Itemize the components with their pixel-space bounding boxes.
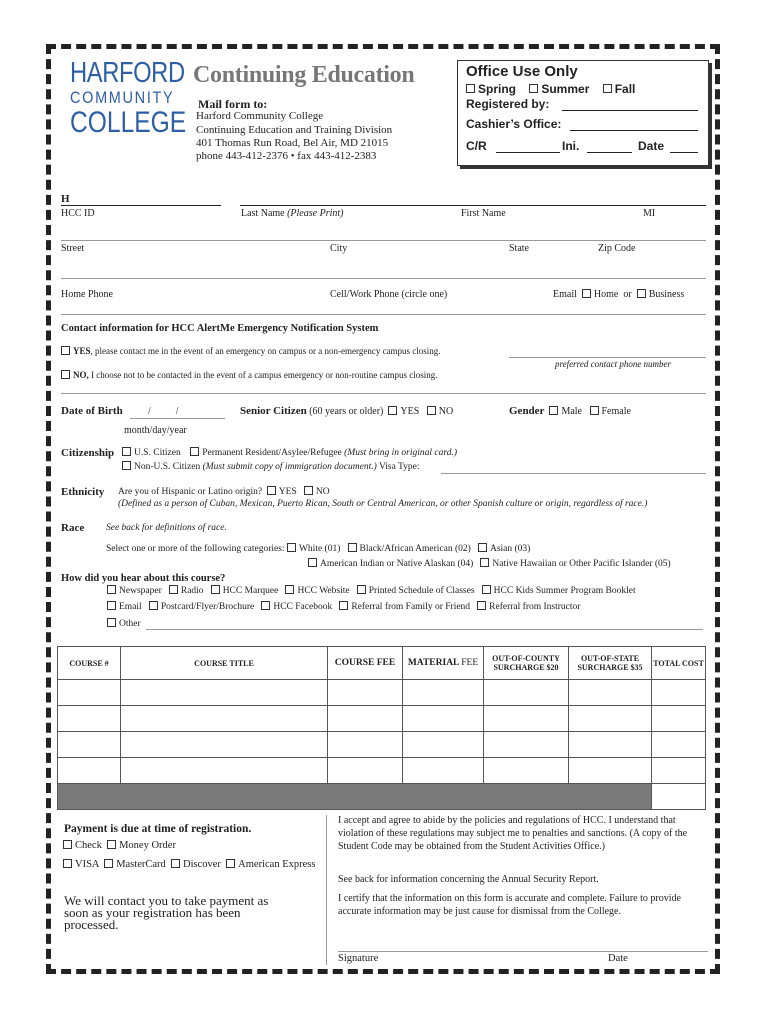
- alert-no-label: NO,: [73, 370, 89, 380]
- asian-label: Asian (03): [489, 544, 531, 554]
- cr-field[interactable]: [496, 152, 560, 153]
- signature-date-label: Date: [608, 953, 628, 964]
- alert-yes-row: [61, 346, 441, 356]
- senior-yes-label: YES: [400, 406, 420, 417]
- male-checkbox[interactable]: [549, 406, 558, 415]
- name-field[interactable]: [240, 205, 706, 206]
- address-line2: Continuing Education and Training Division: [196, 124, 393, 136]
- money-order-checkbox[interactable]: [107, 840, 116, 849]
- hear-other-row: [107, 619, 141, 629]
- senior-no-checkbox[interactable]: [427, 406, 436, 415]
- hispanic-no-label: NO: [315, 487, 330, 497]
- non-us-label: Non-U.S. Citizen: [134, 462, 201, 472]
- state-label: State: [509, 243, 529, 254]
- kids-booklet-checkbox[interactable]: [482, 585, 491, 594]
- visa-checkbox[interactable]: [63, 859, 72, 868]
- alert-heading: Contact information for HCC AlertMe Emergency Notification System: [61, 323, 379, 334]
- ini-label: Ini.: [562, 139, 580, 153]
- referral-instructor-label: Referral from Instructor: [489, 602, 581, 612]
- mail-to-label: Mail form to:: [198, 97, 268, 111]
- dob-slashes: / /: [148, 406, 179, 417]
- oos-line2: SURCHARGE $35: [577, 663, 643, 672]
- newspaper-checkbox[interactable]: [107, 585, 116, 594]
- visa-type-label: Visa Type:: [378, 462, 420, 472]
- hear-email-label: Email: [119, 602, 142, 612]
- preferred-phone-field[interactable]: [509, 357, 706, 358]
- hear-row2: [107, 602, 580, 612]
- visa-label: VISA: [75, 859, 99, 870]
- email-home-checkbox[interactable]: [582, 289, 591, 298]
- website-label: HCC Website: [297, 586, 350, 596]
- email-business-checkbox[interactable]: [637, 289, 646, 298]
- hcc-id-field[interactable]: [61, 205, 221, 206]
- black-label: Black/African American (02): [359, 544, 471, 554]
- radio-label: Radio: [180, 586, 204, 596]
- col-out-of-state: [569, 647, 652, 680]
- us-citizen-label: U.S. Citizen: [134, 448, 181, 458]
- postcard-checkbox[interactable]: [149, 601, 158, 610]
- email-row: [553, 289, 684, 300]
- check-label: Check: [75, 840, 102, 851]
- college-logo: [70, 57, 187, 139]
- signature-label: Signature: [338, 953, 379, 964]
- hear-email-checkbox[interactable]: [107, 601, 116, 610]
- last-name-text: Last Name: [241, 208, 285, 219]
- race-row2: [308, 559, 671, 569]
- black-checkbox[interactable]: [348, 543, 357, 552]
- citizenship-label: Citizenship: [61, 447, 115, 459]
- non-us-checkbox[interactable]: [122, 461, 131, 470]
- fall-checkbox[interactable]: [603, 84, 612, 93]
- perm-resident-checkbox[interactable]: [190, 447, 199, 456]
- gender-row: [509, 405, 631, 417]
- us-citizen-checkbox[interactable]: [122, 447, 131, 456]
- cashier-field[interactable]: [570, 130, 698, 131]
- table-total-row: [58, 784, 706, 810]
- hispanic-yes-label: YES: [278, 487, 297, 497]
- alert-yes-checkbox[interactable]: [61, 346, 70, 355]
- registered-by-field[interactable]: [562, 110, 698, 111]
- summer-checkbox[interactable]: [529, 84, 538, 93]
- schedule-checkbox[interactable]: [357, 585, 366, 594]
- marquee-label: HCC Marquee: [222, 586, 279, 596]
- pacific-checkbox[interactable]: [480, 558, 489, 567]
- other-label: Other: [119, 619, 141, 629]
- alert-no-row: [61, 370, 437, 380]
- street-label: Street: [61, 243, 85, 254]
- senior-yes-checkbox[interactable]: [388, 406, 397, 415]
- white-label: White (01): [298, 544, 341, 554]
- payment-contact-note: We will contact you to take payment as soon as your registration has been processed.: [64, 893, 269, 932]
- summer-label: Summer: [541, 82, 590, 96]
- mastercard-checkbox[interactable]: [104, 859, 113, 868]
- native-label: American Indian or Native Alaskan (04): [320, 559, 474, 569]
- perm-resident-note: (Must bring in original card.): [344, 448, 458, 458]
- please-print-note: (Please Print): [287, 208, 344, 219]
- email-label: Email: [553, 289, 577, 300]
- referral-family-label: Referral from Family or Friend: [351, 602, 471, 612]
- table-row: [58, 758, 706, 784]
- race-select-text: Select one or more of the following categories:: [106, 544, 285, 554]
- hear-heading: How did you hear about this course?: [61, 573, 226, 584]
- male-label: Male: [561, 406, 582, 417]
- other-field[interactable]: [146, 629, 703, 630]
- race-note: See back for definitions of race.: [106, 523, 227, 533]
- payment-heading: Payment is due at time of registration.: [64, 823, 252, 835]
- cashier-label: Cashier’s Office:: [466, 117, 562, 131]
- hear-row1: [107, 586, 636, 596]
- material-text: MATERIAL: [407, 658, 459, 668]
- spring-label: Spring: [478, 82, 516, 96]
- col-out-of-county: [484, 647, 569, 680]
- policy-text-2: See back for information concerning the Annual Security Report.: [338, 874, 599, 885]
- grand-total-cell[interactable]: [652, 784, 706, 810]
- native-checkbox[interactable]: [308, 558, 317, 567]
- citizenship-row2: [122, 462, 420, 472]
- website-checkbox[interactable]: [285, 585, 294, 594]
- female-checkbox[interactable]: [590, 406, 599, 415]
- dob-format: month/day/year: [124, 425, 187, 436]
- referral-instructor-checkbox[interactable]: [477, 601, 486, 610]
- address-line4: phone 443-412-2376 • fax 443-412-2383: [196, 150, 377, 162]
- senior-note: (60 years or older): [309, 406, 384, 417]
- payment-row1: [63, 840, 176, 851]
- term-row: [466, 82, 635, 96]
- non-us-note: (Must submit copy of immigration document.): [202, 462, 377, 472]
- zip-label: Zip Code: [598, 243, 636, 254]
- perm-resident-label: Permanent Resident/Asylee/Refugee: [202, 448, 342, 458]
- visa-type-field[interactable]: [441, 473, 706, 474]
- discover-label: Discover: [183, 859, 221, 870]
- dob-field[interactable]: [130, 418, 225, 419]
- kids-booklet-label: HCC Kids Summer Program Booklet: [493, 586, 636, 596]
- hcc-id-label: HCC ID: [61, 208, 95, 219]
- white-checkbox[interactable]: [287, 543, 296, 552]
- pacific-label: Native Hawaiian or Other Pacific Islander (05): [492, 559, 671, 569]
- preferred-phone-label: preferred contact phone number: [555, 359, 672, 369]
- amex-label: American Express: [238, 859, 316, 870]
- table-row: [58, 680, 706, 706]
- senior-label: Senior Citizen: [240, 405, 307, 417]
- table-row: [58, 732, 706, 758]
- ooc-line1: OUT-OF-COUNTY: [492, 654, 560, 663]
- senior-no-label: NO: [438, 406, 454, 417]
- gender-label: Gender: [509, 405, 545, 417]
- first-name-label: First Name: [461, 208, 506, 219]
- alert-no-checkbox[interactable]: [61, 370, 70, 379]
- dob-label: Date of Birth: [61, 405, 123, 417]
- city-label: City: [330, 243, 348, 254]
- home-phone-label: Home Phone: [61, 289, 113, 300]
- logo-line3: COLLEGE: [70, 106, 187, 139]
- email-home-label: Home: [593, 289, 619, 300]
- address-field[interactable]: [61, 240, 706, 241]
- facebook-checkbox[interactable]: [261, 601, 270, 610]
- referral-family-checkbox[interactable]: [339, 601, 348, 610]
- alert-no-text: I choose not to be contacted in the event of a campus emergency or non-routine campus closing.: [88, 370, 438, 380]
- policy-text-1: I accept and agree to abide by the policies and regulations of HCC. I understand that violation of these regulations may subject me to penalties and sanctions. (A copy of the Student Code may be obtained from the Student Activities Office.): [338, 815, 688, 852]
- address-line3: 401 Thomas Run Road, Bel Air, MD 21015: [196, 137, 389, 149]
- course-table: [57, 646, 706, 810]
- col-course-num: COURSE #: [58, 647, 121, 680]
- other-checkbox[interactable]: [107, 618, 116, 627]
- discover-checkbox[interactable]: [171, 859, 180, 868]
- facebook-label: HCC Facebook: [273, 602, 333, 612]
- last-name-label: [241, 208, 343, 219]
- registered-by-label: Registered by:: [466, 97, 550, 111]
- divider-1: [61, 314, 706, 315]
- or-text: or: [623, 289, 632, 300]
- spring-checkbox[interactable]: [466, 84, 475, 93]
- cell-phone-label: Cell/Work Phone (circle one): [330, 289, 448, 300]
- alert-yes-text: , please contact me in the event of an emergency on campus or a non-emergency campus closing.: [90, 346, 441, 356]
- office-title: Office Use Only: [466, 63, 578, 80]
- female-label: Female: [601, 406, 631, 417]
- alert-yes-label: YES: [73, 346, 91, 356]
- logo-line2: COMMUNITY: [70, 88, 175, 107]
- office-date-field[interactable]: [670, 152, 698, 153]
- marquee-checkbox[interactable]: [211, 585, 220, 594]
- check-checkbox[interactable]: [63, 840, 72, 849]
- hispanic-yes-checkbox[interactable]: [267, 486, 276, 495]
- fee-text: FEE: [461, 658, 479, 668]
- amex-checkbox[interactable]: [226, 859, 235, 868]
- table-row: [58, 706, 706, 732]
- ooc-line2: SURCHARGE $20: [493, 663, 559, 672]
- senior-row: [240, 405, 453, 417]
- race-row1: [106, 544, 530, 554]
- logo-line1: HARFORD: [70, 57, 185, 89]
- policy-text-3: I certify that the information on this form is accurate and complete. Failure to provide accurate information may be just cause for dismissal from the College.: [338, 893, 681, 917]
- fall-label: Fall: [614, 82, 636, 96]
- table-header-row: [58, 647, 706, 680]
- office-date-label: Date: [638, 139, 665, 153]
- oos-line1: OUT-OF-STATE: [580, 654, 640, 663]
- mastercard-label: MasterCard: [116, 859, 166, 870]
- col-course-title: COURSE TITLE: [121, 647, 328, 680]
- mi-label: MI: [643, 208, 656, 219]
- col-total-cost: TOTAL COST: [652, 647, 706, 680]
- citizenship-row1: [122, 448, 457, 458]
- address-line1: Harford Community College: [196, 110, 324, 122]
- policy-divider: [326, 815, 327, 965]
- hispanic-question: Are you of Hispanic or Latino origin?: [118, 487, 263, 497]
- payment-row2: [63, 859, 315, 870]
- col-course-fee: COURSE FEE: [328, 647, 403, 680]
- ethnicity-row: [118, 487, 330, 497]
- cr-label: C/R: [466, 139, 487, 153]
- money-order-label: Money Order: [119, 840, 176, 851]
- divider-2: [61, 393, 706, 394]
- newspaper-label: Newspaper: [119, 586, 162, 596]
- phone-field[interactable]: [61, 278, 706, 279]
- email-business-label: Business: [648, 289, 685, 300]
- postcard-label: Postcard/Flyer/Brochure: [160, 602, 255, 612]
- ini-field[interactable]: [587, 152, 632, 153]
- hispanic-no-checkbox[interactable]: [304, 486, 313, 495]
- schedule-label: Printed Schedule of Classes: [368, 586, 475, 596]
- office-use-box: [457, 60, 709, 166]
- page-title: Continuing Education: [193, 62, 415, 88]
- radio-checkbox[interactable]: [169, 585, 178, 594]
- ethnicity-label: Ethnicity: [61, 486, 105, 498]
- ethnicity-note: (Defined as a person of Cuban, Mexican, Puerto Rican, South or Central American, or other Spanish culture or origin, regardless of race.): [118, 499, 648, 509]
- race-label: Race: [61, 522, 85, 534]
- signature-field[interactable]: [338, 951, 708, 952]
- h-prefix: H: [61, 193, 70, 205]
- col-material-fee: [403, 647, 484, 680]
- asian-checkbox[interactable]: [478, 543, 487, 552]
